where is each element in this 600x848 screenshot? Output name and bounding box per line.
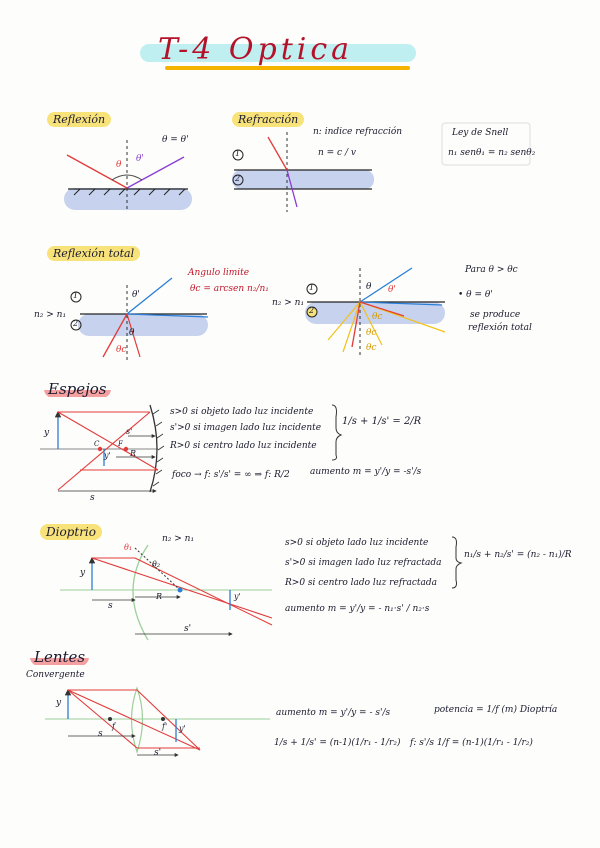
snell-equation: n₁ senθ₁ = n₂ senθ₂	[448, 148, 536, 158]
section-heading-refraccion: Refracción	[232, 112, 304, 127]
reflexion-total-two-left: 2	[73, 319, 79, 328]
lentes-subheading: Convergente	[26, 670, 85, 680]
reflexion-total-theta-c-right-1: θc	[372, 312, 383, 322]
reflexion-total-theta-c-right-2: θc	[366, 328, 377, 338]
espejos-label-y: y	[44, 428, 50, 438]
dioptrio-label-yp: y'	[234, 592, 241, 601]
dioptrio-label-s: s	[108, 601, 113, 611]
lentes-label-sp: s'	[154, 748, 162, 758]
lentes-label-s: s	[98, 729, 103, 739]
espejos-label-s: s	[90, 493, 95, 503]
reflexion-total-one-left: 1	[73, 291, 79, 300]
dioptrio-brace	[452, 537, 461, 588]
dioptrio-label-sp: s'	[184, 624, 192, 634]
espejos-label-R: R	[130, 449, 137, 458]
reflexion-total-theta-p-right: θ'	[388, 285, 396, 295]
dioptrio-rule-1: s'>0 si imagen lado luz refractada	[285, 558, 442, 568]
reflexion-total-n-relation-left: n₂ > n₁	[34, 310, 67, 320]
lentes-equation-2: f: s'/s 1/f = (n-1)(1/r₁ - 1/r₂)	[410, 738, 533, 748]
dioptrio-equation: n₁/s + n₂/s' = (n₂ - n₁)/R	[464, 550, 572, 560]
reflexion-total-note-0: Para θ > θc	[465, 265, 518, 275]
lente-diagram	[45, 688, 270, 755]
espejo-diagram	[40, 405, 164, 492]
reflexion-theta: θ	[116, 160, 122, 170]
espejos-foco: foco → f: s'/s' = ∞ ⇒ f: R/2	[172, 470, 290, 480]
lentes-aumento: aumento m = y'/y = - s'/s	[276, 708, 391, 718]
reflexion-total-note-3: reflexión total	[468, 323, 532, 333]
section-heading-dioptrio: Dioptrio	[40, 524, 102, 540]
espejos-rule-2: R>0 si centro lado luz incidente	[170, 441, 317, 451]
section-heading-reflexion-total: Reflexión total	[47, 246, 140, 261]
espejos-aumento: aumento m = y'/y = -s'/s	[310, 467, 422, 477]
section-heading-espejos: Espejos	[44, 380, 111, 398]
refraccion-n-equation: n = c / v	[318, 148, 356, 158]
espejos-label-sp: s'	[126, 427, 133, 436]
dioptrio-label-theta2: θ₂	[152, 560, 161, 569]
angulo-limite-title: Angulo limite	[188, 268, 250, 278]
lentes-label-fp: f'	[162, 722, 168, 731]
espejos-label-yp: y'	[104, 451, 111, 460]
reflexion-equation: θ = θ'	[162, 135, 189, 145]
lentes-label-f: f	[112, 722, 115, 731]
espejos-label-C: C	[94, 440, 100, 448]
dioptrio-label-R: R	[156, 592, 163, 601]
espejo-brace	[332, 405, 341, 460]
reflexion-diagram	[64, 140, 192, 212]
lentes-equation-1: 1/s + 1/s' = (n-1)(1/r₁ - 1/r₂)	[274, 738, 401, 748]
dioptrio-rule-2: R>0 si centro lado luz refractada	[285, 578, 437, 588]
dioptrio-label-y: y	[80, 568, 86, 578]
reflexion-total-n-relation-right: n₂ > n₁	[272, 298, 305, 308]
page-title: T-4 Optica	[158, 32, 354, 67]
reflexion-total-note-1: • θ = θ'	[458, 290, 493, 300]
dioptrio-label-theta1: θ₁	[124, 543, 133, 552]
espejos-rule-0: s>0 si objeto lado luz incidente	[170, 407, 314, 417]
lentes-label-y: y	[56, 698, 62, 708]
refraccion-diagram	[232, 132, 374, 212]
reflexion-total-theta-right: θ	[366, 282, 372, 292]
refraccion-medium-1: 1	[235, 149, 241, 158]
espejos-label-F: F	[118, 440, 123, 448]
section-heading-reflexion: Reflexión	[47, 112, 111, 127]
reflexion-total-two-right: 2	[309, 306, 315, 315]
snell-title: Ley de Snell	[452, 128, 509, 138]
reflexion-total-note-2: se produce	[470, 310, 521, 320]
dioptrio-rule-0: s>0 si objeto lado luz incidente	[285, 538, 429, 548]
espejos-equation: 1/s + 1/s' = 2/R	[342, 416, 422, 427]
lentes-label-yp: y'	[179, 724, 186, 733]
refraccion-n-definition: n: indice refracción	[313, 127, 403, 137]
dioptrio-aumento: aumento m = y'/y = - n₁·s' / n₂·s	[285, 604, 430, 614]
reflexion-total-theta-p-left: θ'	[132, 290, 140, 300]
reflexion-total-theta-c-right-3: θc	[366, 343, 377, 353]
reflexion-total-theta-left: θ	[129, 328, 135, 338]
lentes-potencia: potencia = 1/f (m) Dioptría	[434, 705, 558, 715]
reflexion-total-one-right: 1	[309, 283, 315, 292]
dioptrio-n-relation: n₂ > n₁	[162, 534, 195, 544]
refraccion-medium-2: 2	[235, 174, 241, 183]
section-heading-lentes: Lentes	[30, 648, 89, 666]
angulo-limite-equation: θc = arcsen n₂/n₁	[190, 284, 269, 294]
reflexion-total-theta-c-left: θc	[116, 345, 127, 355]
reflexion-theta-prime: θ'	[136, 154, 144, 164]
espejos-rule-1: s'>0 si imagen lado luz incidente	[170, 423, 322, 433]
